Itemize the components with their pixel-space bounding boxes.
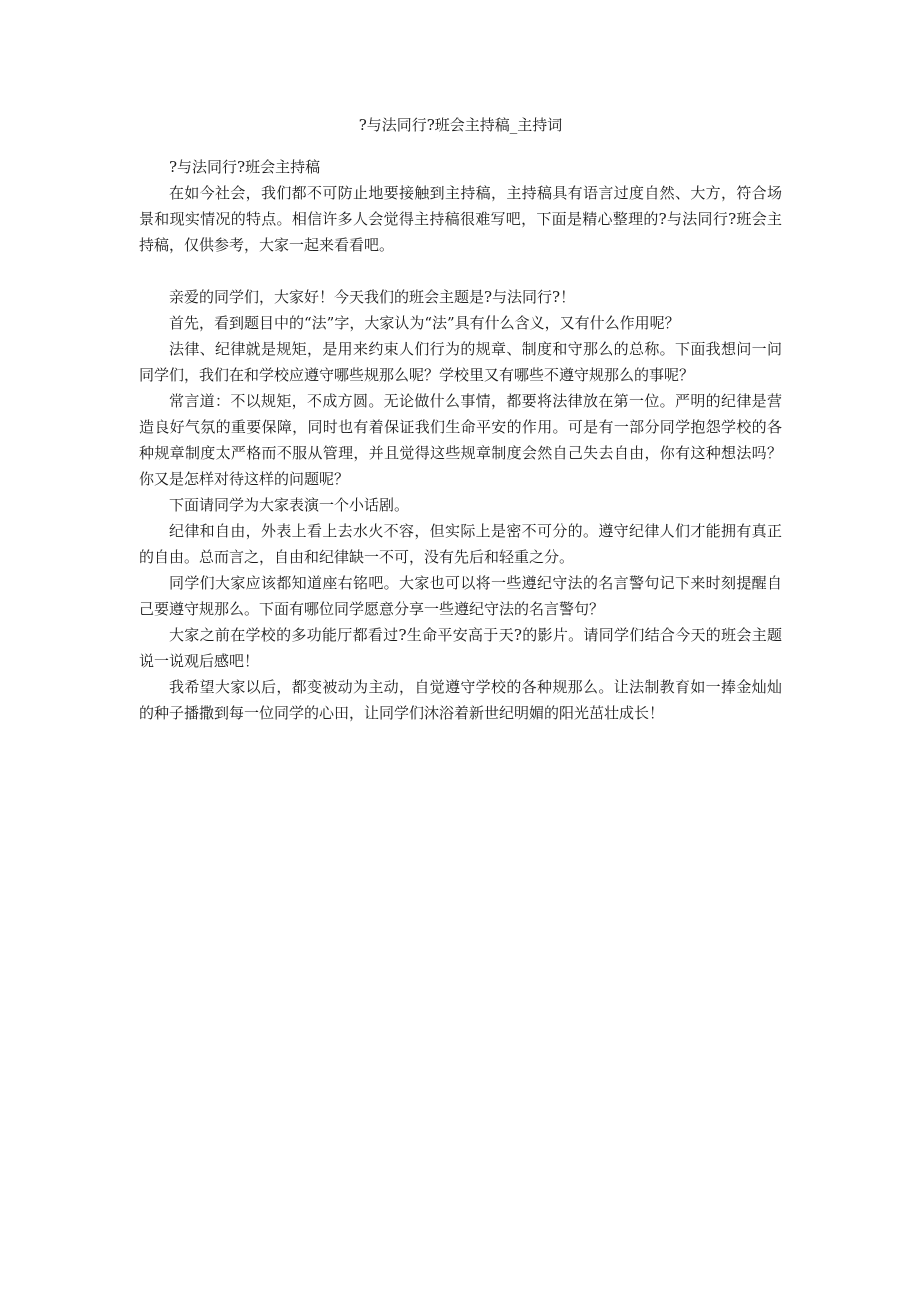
- intro-paragraph: 在如今社会，我们都不可防止地要接触到主持稿，主持稿具有语言过度自然、大方，符合场景和现实情况的特点。相信许多人会觉得主持稿很难写吧，下面是精心整理的?与法同行?班会主持稿，仅供参考，大家一起来看看吧。: [139, 184, 782, 254]
- paragraph-gap: [139, 258, 782, 284]
- intro-subtitle: ?与法同行?班会主持稿: [169, 158, 321, 176]
- body-paragraph-freedom: 纪律和自由，外表上看上去水火不容，但实际上是密不可分的。遵守纪律人们才能拥有真正的自由。总而言之，自由和纪律缺一不可，没有先后和轻重之分。: [139, 522, 782, 566]
- body-paragraph-rules: 法律、纪律就是规矩，是用来约束人们行为的规章、制度和守那么的总称。下面我想问一问同学们，我们在和学校应遵守哪些规那么呢？学校里又有哪些不遵守规那么的事呢？: [139, 340, 782, 384]
- body-paragraph-closing: 我希望大家以后，都变被动为主动，自觉遵守学校的各种规那么。让法制教育如一捧金灿灿的种子播撒到每一位同学的心田，让同学们沐浴着新世纪明媚的阳光茁壮成长！: [139, 678, 782, 722]
- body-paragraph-question: 首先，看到题目中的“法”字，大家认为“法”具有什么含义，又有什么作用呢？: [169, 314, 680, 332]
- body-paragraph-film: 大家之前在学校的多功能厅都看过?生命平安高于天?的影片。请同学们结合今天的班会主题说一说观后感吧！: [139, 626, 782, 670]
- document-title: ?与法同行?班会主持稿_主持词: [358, 116, 563, 134]
- document-page: [139, 112, 782, 726]
- body-paragraph-saying: 常言道：不以规矩，不成方圆。无论做什么事情，都要将法律放在第一位。严明的纪律是营造良好气氛的重要保障，同时也有着保证我们生命平安的作用。可是有一部分同学抱怨学校的各种规章制度太严格而不服从管理，并且觉得这些规章制度会然自己失去自由，你有这种想法吗？你又是怎样对待这样的问题呢？: [139, 392, 782, 488]
- body-paragraph-greeting: 亲爱的同学们，大家好！今天我们的班会主题是?与法同行?！: [169, 288, 576, 306]
- body-paragraph-motto: 同学们大家应该都知道座右铭吧。大家也可以将一些遵纪守法的名言警句记下来时刻提醒自己要遵守规那么。下面有哪位同学愿意分享一些遵纪守法的名言警句？: [139, 574, 782, 618]
- body-paragraph-drama: 下面请同学为大家表演一个小话剧。: [169, 496, 410, 514]
